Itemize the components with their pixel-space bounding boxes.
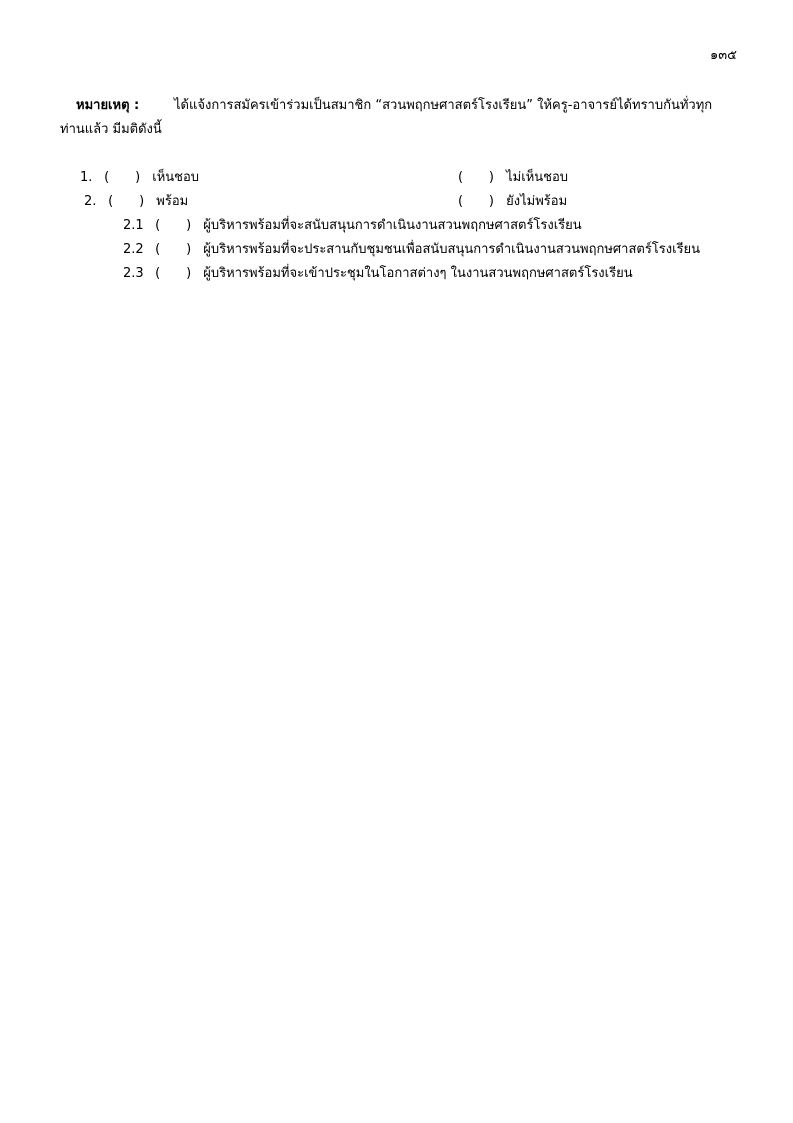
disapprove-label: ไม่เห็นชอบ xyxy=(506,170,569,185)
close-paren: ) xyxy=(488,170,494,185)
close-paren: ) xyxy=(186,242,192,257)
disapprove-checkbox[interactable] xyxy=(458,168,502,188)
sub-item-checkbox[interactable] xyxy=(155,216,199,236)
close-paren: ) xyxy=(488,194,494,209)
not-ready-checkbox[interactable] xyxy=(458,192,502,212)
sub-item-support-row xyxy=(123,216,582,236)
ready-checkbox[interactable] xyxy=(108,192,152,212)
note-block xyxy=(60,94,736,142)
sub-item-number: 2.1 xyxy=(123,218,144,233)
page-number: ๑๓๕ xyxy=(710,48,737,63)
close-paren: ) xyxy=(186,218,192,233)
option-not-ready-row xyxy=(458,192,567,212)
option-ready-row xyxy=(84,192,188,212)
sub-item-label: ผู้บริหารพร้อมที่จะเข้าประชุมในโอกาสต่างๆ ในงานสวนพฤกษศาสตร์โรงเรียน xyxy=(203,266,633,281)
sub-item-checkbox[interactable] xyxy=(155,240,199,260)
sub-item-label: ผู้บริหารพร้อมที่จะประสานกับชุมชนเพื่อสนับสนุนการดำเนินงานสวนพฤกษศาสตร์โรงเรียน xyxy=(203,242,701,257)
sub-item-label: ผู้บริหารพร้อมที่จะสนับสนุนการดำเนินงานสวนพฤกษศาสตร์โรงเรียน xyxy=(203,218,582,233)
item-number: 2. xyxy=(84,194,97,209)
open-paren: ( xyxy=(155,266,161,281)
approve-label: เห็นชอบ xyxy=(152,170,200,185)
open-paren: ( xyxy=(104,170,110,185)
note-text-line2: ท่านแล้ว มีมติดังนี้ xyxy=(60,122,162,137)
open-paren: ( xyxy=(458,194,464,209)
note-label: หมายเหตุ : xyxy=(76,98,140,113)
item-number: 1. xyxy=(80,170,93,185)
sub-item-coordinate-row xyxy=(123,240,700,260)
approve-checkbox[interactable] xyxy=(104,168,148,188)
open-paren: ( xyxy=(108,194,114,209)
ready-label: พร้อม xyxy=(156,194,189,209)
sub-item-number: 2.3 xyxy=(123,266,144,281)
close-paren: ) xyxy=(186,266,192,281)
option-disapprove-row xyxy=(458,168,568,188)
open-paren: ( xyxy=(155,218,161,233)
sub-item-number: 2.2 xyxy=(123,242,144,257)
sub-item-meeting-row xyxy=(123,264,633,284)
sub-item-checkbox[interactable] xyxy=(155,264,199,284)
note-text-line1: ได้แจ้งการสมัครเข้าร่วมเป็นสมาชิก “สวนพฤกษศาสตร์โรงเรียน” ให้ครู-อาจารย์ได้ทราบกันทั่วทุก xyxy=(174,98,713,113)
not-ready-label: ยังไม่พร้อม xyxy=(506,194,568,209)
note-first-line xyxy=(76,94,736,118)
open-paren: ( xyxy=(155,242,161,257)
close-paren: ) xyxy=(135,170,141,185)
option-approve-row xyxy=(80,168,199,188)
open-paren: ( xyxy=(458,170,464,185)
close-paren: ) xyxy=(139,194,145,209)
